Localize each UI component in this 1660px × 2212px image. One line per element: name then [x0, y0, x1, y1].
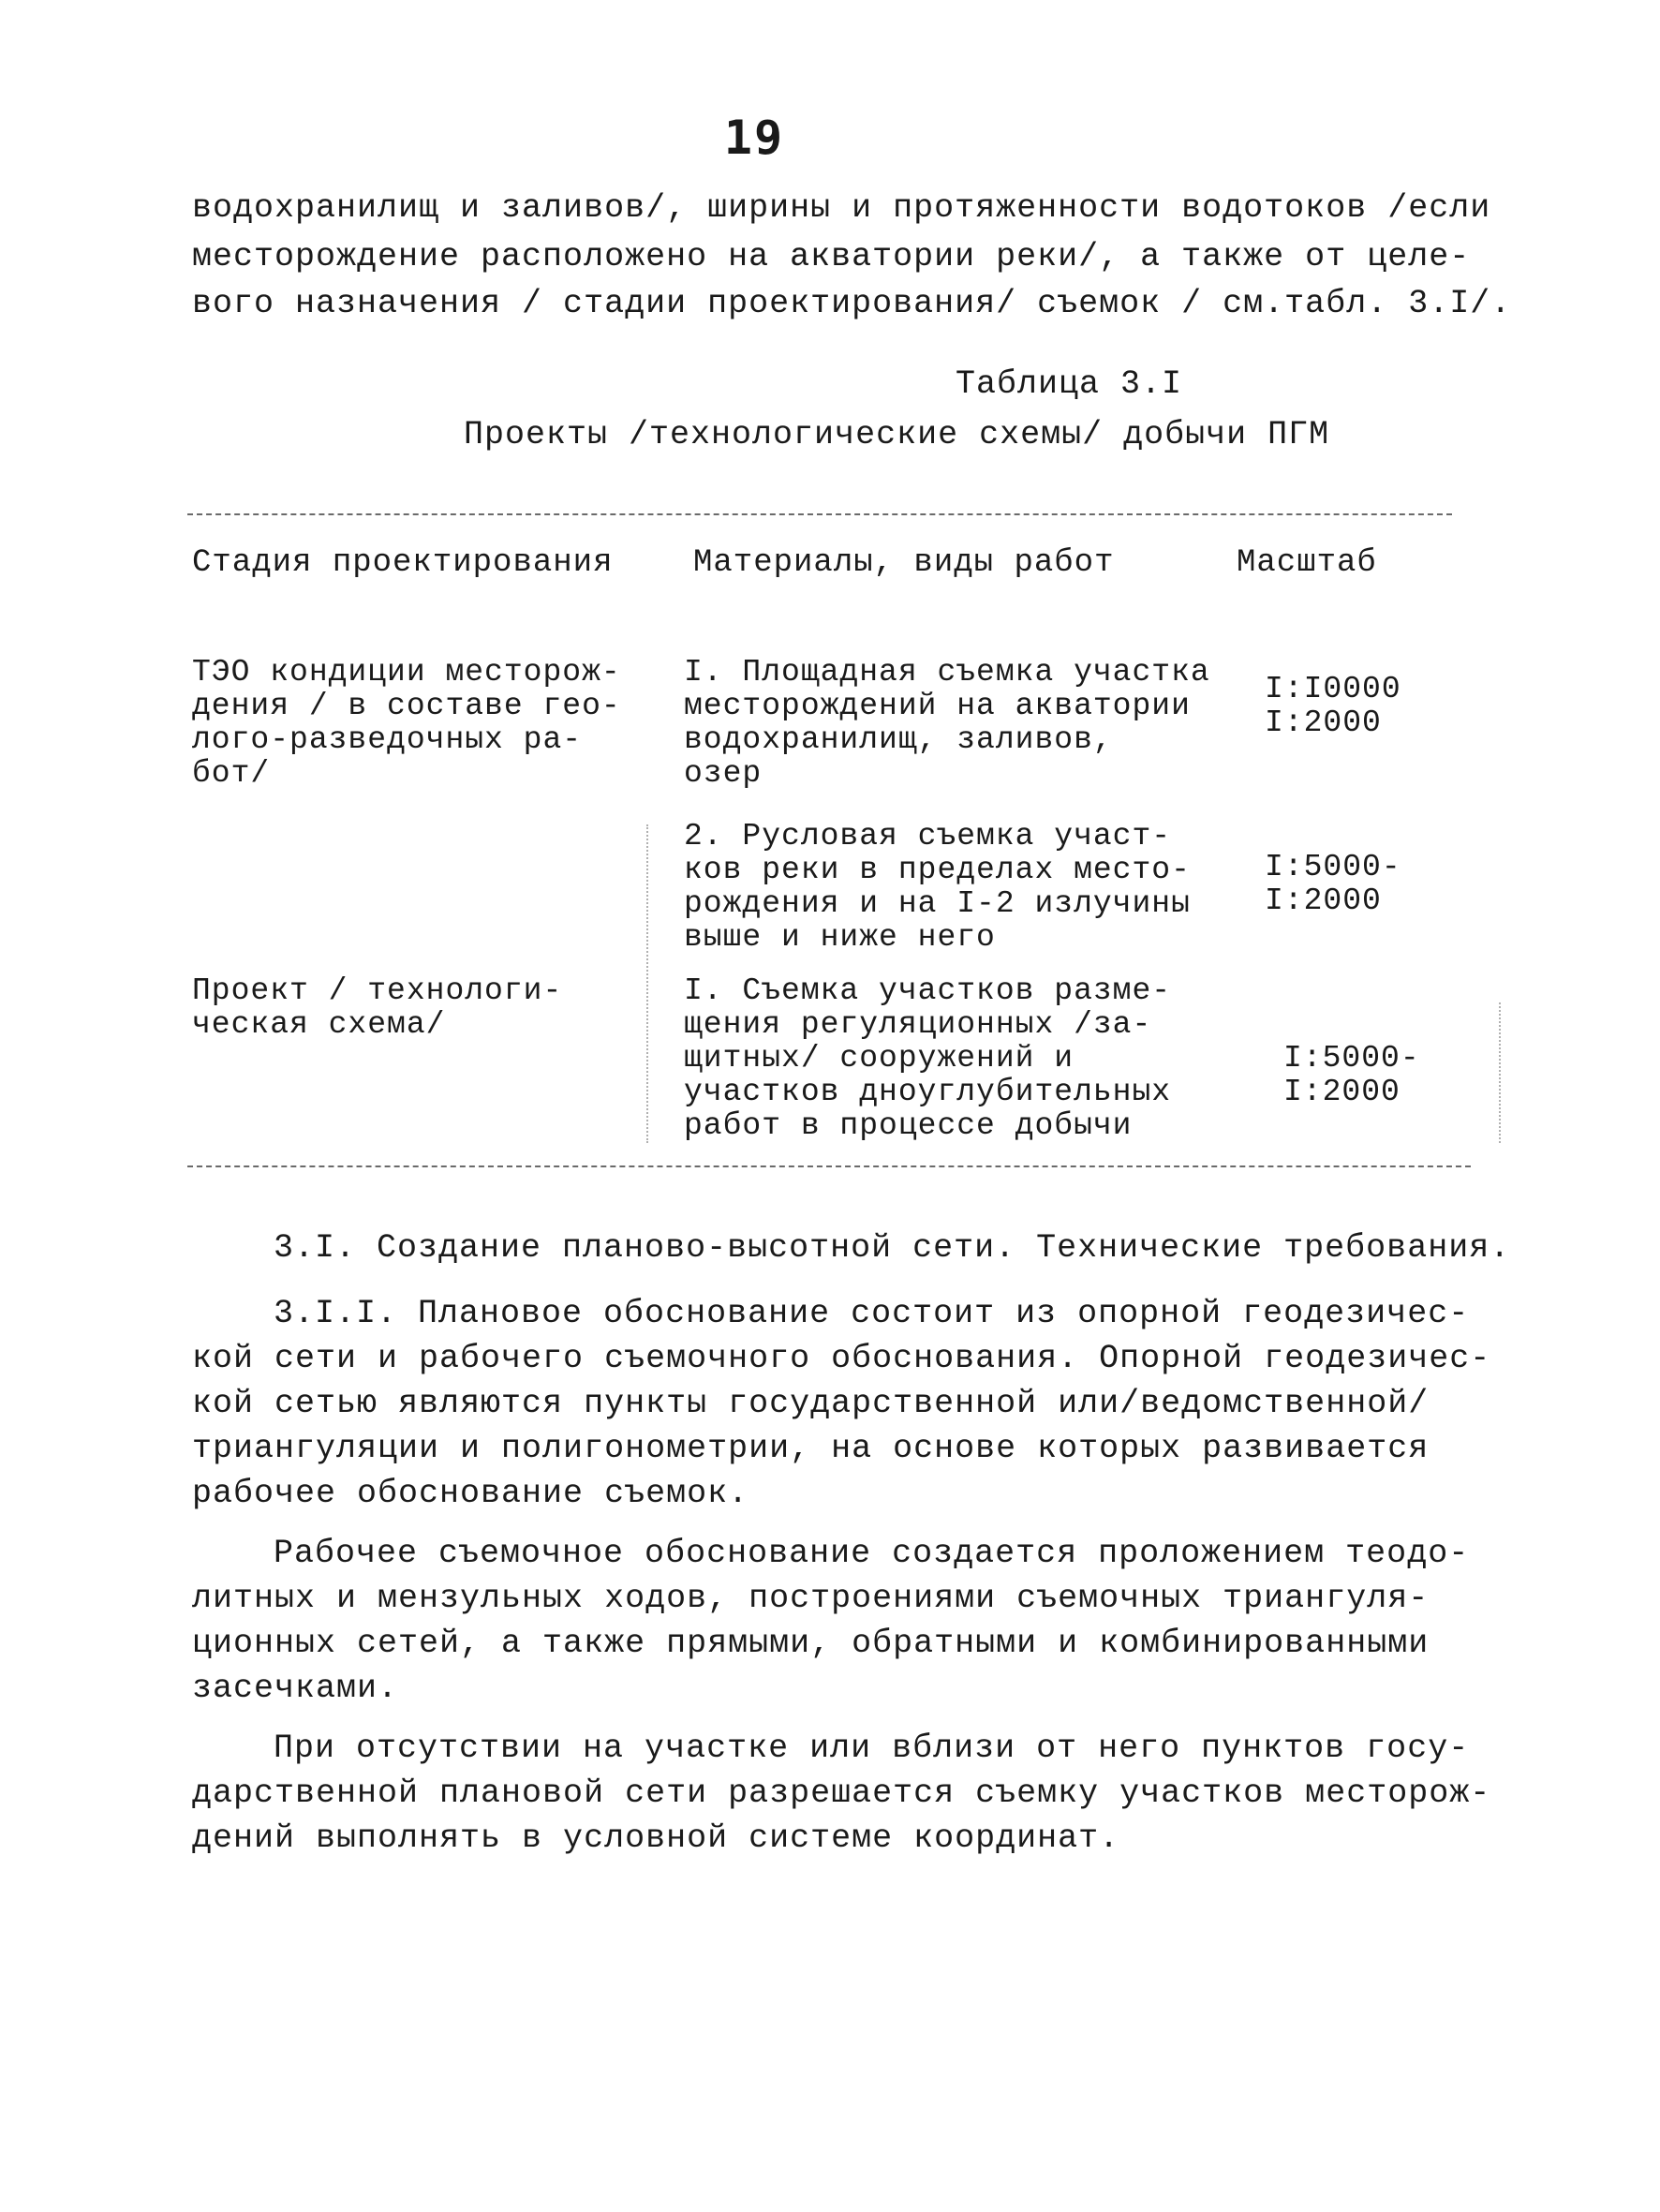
table-label: Таблица 3.I: [956, 365, 1183, 403]
table-row-1-scale: [1265, 673, 1401, 740]
cell-line: ков реки в пределах место-: [684, 853, 1191, 887]
column-separator: [1499, 1002, 1501, 1143]
paragraph-2-line: Рабочее съемочное обоснование создается проложением теодо-: [274, 1535, 1470, 1572]
cell-line: ТЭО кондиции месторож-: [192, 655, 621, 690]
intro-line: вого назначения / стадии проектирования/ съемок / см.табл. 3.I/.: [192, 285, 1512, 322]
header-stage: Стадия проектирования: [192, 545, 614, 581]
paragraph-1-line: кой сети и рабочего съемочного обоснования. Опорной геодезичес-: [192, 1340, 1491, 1377]
cell-line: I:2000: [1265, 705, 1382, 740]
paragraph-3-line: дений выполнять в условной системе координат.: [192, 1819, 1120, 1857]
cell-line: I:I0000: [1265, 672, 1401, 706]
cell-line: бот/: [192, 756, 271, 791]
paragraph-3-line: При отсутствии на участке или вблизи от него пунктов госу-: [274, 1730, 1470, 1767]
paragraph-1-line: кой сетью являются пункты государственной или/ведомственной/: [192, 1385, 1430, 1422]
paragraph-2-line: литных и мензульных ходов, построениями съемочных триангуля-: [192, 1580, 1430, 1617]
table-row-1-stage: [192, 656, 621, 791]
cell-line: Проект / технологи-: [192, 973, 563, 1008]
cell-line: водохранилищ, заливов,: [684, 722, 1113, 757]
table-row-2-materials: [684, 820, 1191, 955]
cell-line: щитных/ сооружений и: [684, 1041, 1075, 1076]
column-separator: [646, 824, 648, 1143]
intro-line: водохранилищ и заливов/, ширины и протяженности водотоков /если: [192, 189, 1491, 227]
cell-line: I:5000-: [1265, 850, 1401, 884]
table-title: Проекты /технологические схемы/ добычи ПГМ: [464, 416, 1330, 453]
table-row-1-materials: [684, 656, 1210, 791]
cell-line: 2. Русловая съемка участ-: [684, 819, 1172, 854]
cell-line: I. Площадная съемка участка: [684, 655, 1210, 690]
cell-line: рождения и на I-2 излучины: [684, 886, 1191, 921]
cell-line: ческая схема/: [192, 1007, 446, 1042]
header-scale: Масштаб: [1237, 545, 1377, 581]
paragraph-1-line: 3.I.I. Плановое обоснование состоит из опорной геодезичес-: [274, 1295, 1470, 1332]
table-bottom-rule: [187, 1165, 1471, 1167]
intro-line: месторождение расположено на акватории реки/, а также от целе-: [192, 238, 1471, 275]
header-materials: Материалы, виды работ: [693, 545, 1115, 581]
cell-line: I:5000-: [1283, 1041, 1420, 1076]
cell-line: озер: [684, 756, 763, 791]
page-number: 19: [723, 111, 785, 165]
cell-line: участков дноуглубительных: [684, 1075, 1172, 1109]
table-row-3-scale: [1283, 1042, 1420, 1109]
cell-line: дения / в составе гео-: [192, 689, 621, 723]
table-top-rule: [187, 513, 1452, 515]
section-heading: 3.I. Создание планово-высотной сети. Технические требования.: [274, 1229, 1511, 1267]
paragraph-2-line: ционных сетей, а также прямыми, обратными и комбинированными: [192, 1625, 1430, 1662]
paragraph-3-line: дарственной плановой сети разрешается съемку участков месторож-: [192, 1774, 1491, 1812]
paragraph-1-line: триангуляции и полигонометрии, на основе которых развивается: [192, 1430, 1430, 1467]
cell-line: выше и ниже него: [684, 920, 996, 955]
paragraph-2-line: засечками.: [192, 1670, 399, 1707]
cell-line: работ в процессе добычи: [684, 1108, 1133, 1143]
table-row-3-materials: [684, 974, 1171, 1143]
table-row-3-stage: [192, 974, 562, 1042]
cell-line: I. Съемка участков разме-: [684, 973, 1172, 1008]
cell-line: щения регуляционных /за-: [684, 1007, 1152, 1042]
cell-line: месторождений на акватории: [684, 689, 1191, 723]
paragraph-1-line: рабочее обоснование съемок.: [192, 1475, 749, 1512]
cell-line: I:2000: [1283, 1075, 1401, 1109]
table-row-2-scale: [1265, 851, 1401, 918]
cell-line: лого-разведочных ра-: [192, 722, 583, 757]
cell-line: I:2000: [1265, 883, 1382, 918]
